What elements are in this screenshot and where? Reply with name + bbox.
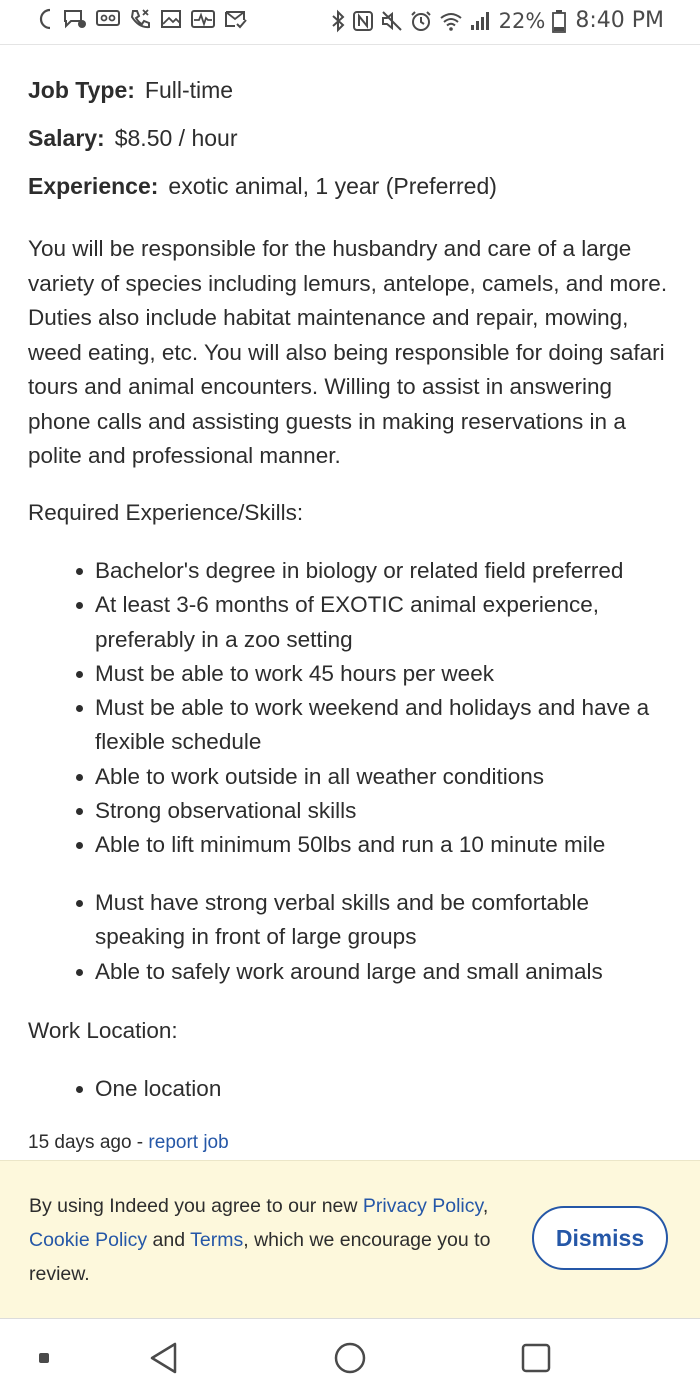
list-item: Must be able to work 45 hours per week bbox=[0, 657, 680, 691]
recent-apps-dot-icon bbox=[38, 1351, 50, 1369]
report-job-link[interactable]: report job bbox=[148, 1132, 229, 1153]
terms-link[interactable]: Terms bbox=[190, 1229, 244, 1251]
moon-icon bbox=[38, 8, 54, 30]
list-item: Able to lift minimum 50lbs and run a 10 minute mile bbox=[0, 828, 680, 862]
salary-row bbox=[28, 123, 237, 153]
list-item: Able to work outside in all weather conditions bbox=[0, 760, 680, 794]
home-button[interactable] bbox=[324, 1319, 376, 1400]
recent-apps-dot-button[interactable] bbox=[24, 1319, 64, 1400]
battery-icon bbox=[552, 9, 566, 33]
back-icon bbox=[148, 1341, 180, 1380]
requirements-list-1 bbox=[0, 554, 680, 863]
navigation-bar bbox=[0, 1318, 700, 1400]
list-item: Able to safely work around large and small animals bbox=[0, 955, 680, 989]
requirements-heading: Required Experience/Skills: bbox=[28, 500, 304, 525]
nfc-icon bbox=[352, 10, 374, 32]
salary-value: $8.50 / hour bbox=[114, 125, 238, 151]
overview-button[interactable] bbox=[510, 1319, 562, 1400]
battery-percent: 22% bbox=[498, 8, 546, 33]
list-item: One location bbox=[0, 1072, 680, 1106]
dismiss-button[interactable]: Dismiss bbox=[532, 1206, 668, 1270]
wifi-icon bbox=[439, 11, 463, 31]
job-type-label: Job Type: bbox=[28, 77, 135, 103]
banner-and: and bbox=[147, 1229, 191, 1251]
activity-icon bbox=[191, 8, 215, 30]
chat-notification-icon bbox=[63, 8, 87, 30]
experience-row bbox=[28, 171, 497, 201]
signal-icon bbox=[470, 11, 492, 31]
status-bar bbox=[0, 0, 700, 45]
job-type-row bbox=[28, 75, 233, 105]
list-item: At least 3-6 months of EXOTIC animal experience, preferably in a zoo setting bbox=[0, 588, 680, 657]
posted-date: 15 days ago bbox=[28, 1132, 132, 1153]
requirements-list-2 bbox=[0, 886, 680, 989]
home-icon bbox=[333, 1341, 367, 1380]
experience-value: exotic animal, 1 year (Preferred) bbox=[168, 173, 497, 199]
banner-text-suffix: , which we encourage you to review. bbox=[29, 1229, 491, 1285]
cookie-policy-link[interactable]: Cookie Policy bbox=[29, 1229, 148, 1251]
list-item: Bachelor's degree in biology or related field preferred bbox=[0, 554, 680, 588]
salary-label: Salary: bbox=[28, 125, 105, 151]
clock: 8:40 PM bbox=[575, 8, 664, 33]
work-location-list bbox=[0, 1072, 680, 1106]
alarm-icon bbox=[410, 10, 432, 32]
back-button[interactable] bbox=[138, 1319, 190, 1400]
bluetooth-icon bbox=[331, 9, 345, 33]
job-description: You will be responsible for the husbandry and care of a large variety of species including lemurs, antelope, camels, and more. Duties also include habitat maintenance and repair, mowing, weed eating, etc. You will also being responsible for doing safari tours and animal encounters. Willing to assist in answering phone calls and assisting guests in making reservations in a polite and professional manner. bbox=[28, 236, 668, 468]
posting-meta bbox=[28, 1130, 229, 1156]
meta-separator: - bbox=[131, 1132, 149, 1153]
voicemail-icon bbox=[96, 9, 120, 29]
policy-banner bbox=[0, 1160, 700, 1319]
experience-label: Experience: bbox=[28, 173, 159, 199]
privacy-policy-link[interactable]: Privacy Policy bbox=[362, 1195, 483, 1217]
list-item: Must be able to work weekend and holidays and have a flexible schedule bbox=[0, 691, 680, 760]
banner-comma: , bbox=[482, 1195, 489, 1217]
banner-text bbox=[29, 1189, 519, 1291]
job-type-value: Full-time bbox=[144, 77, 234, 103]
banner-text-prefix: By using Indeed you agree to our new bbox=[29, 1195, 363, 1217]
overview-icon bbox=[520, 1342, 552, 1379]
email-check-icon bbox=[224, 8, 248, 30]
list-item: Must have strong verbal skills and be comfortable speaking in front of large groups bbox=[0, 886, 680, 955]
status-system-icons bbox=[331, 8, 664, 33]
gallery-icon bbox=[160, 8, 182, 30]
mute-icon bbox=[381, 10, 403, 32]
status-notification-icons bbox=[38, 8, 248, 30]
work-location-heading: Work Location: bbox=[28, 1018, 178, 1043]
missed-call-icon bbox=[129, 8, 151, 30]
list-item: Strong observational skills bbox=[0, 794, 680, 828]
